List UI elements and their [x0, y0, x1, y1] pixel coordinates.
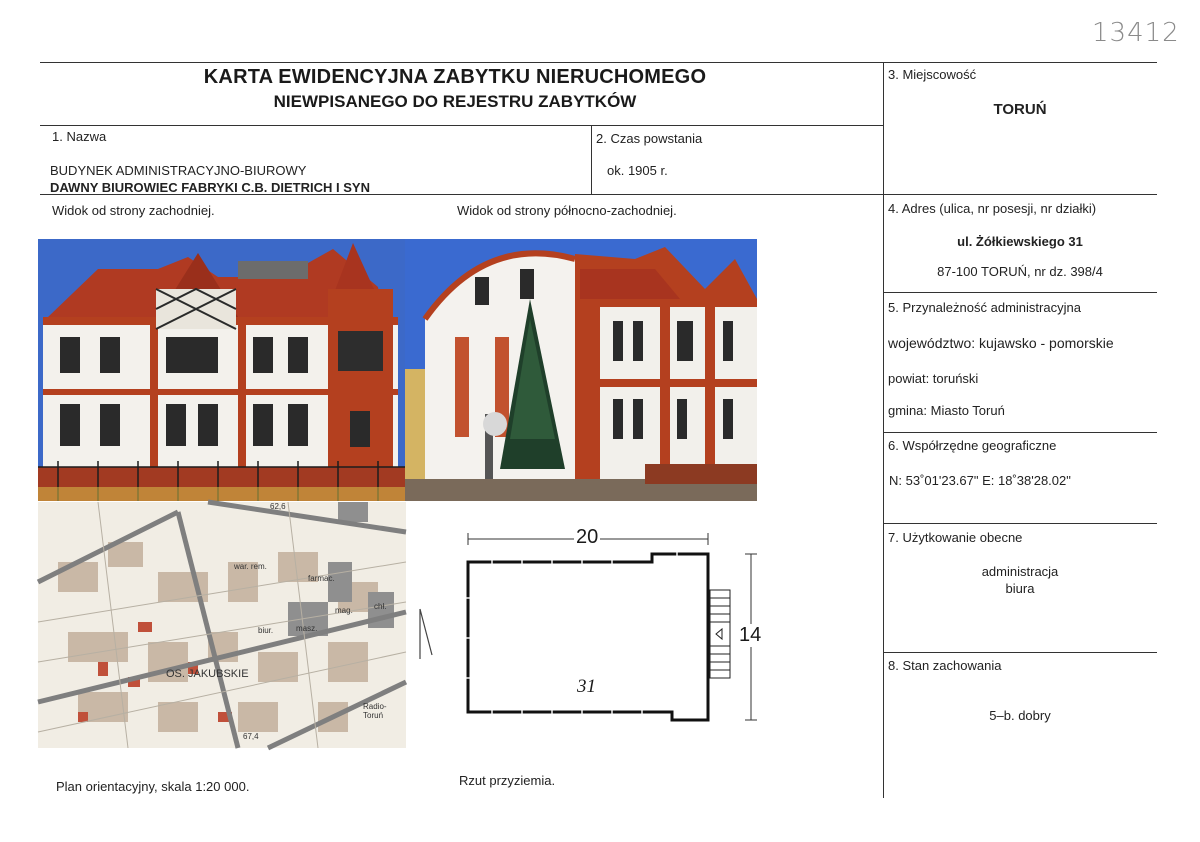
place-value: TORUŃ [993, 101, 1047, 118]
map-label-osiedle: OS. JAKUBSKIE [166, 668, 249, 680]
card-subtitle: NIEWPISANEGO DO REJESTRU ZABYTKÓW [273, 92, 637, 111]
photo-caption-west: Widok od strony zachodniej. [52, 203, 215, 218]
photo-northwest-view [405, 239, 757, 501]
map-label-elev-62: 62,6 [270, 502, 286, 511]
location-map [38, 502, 406, 748]
frame-divider-vertical [883, 62, 884, 798]
map-label-masz: masz. [296, 624, 318, 633]
card-title: KARTA EWIDENCYJNA ZABYTKU NIERUCHOMEGO [203, 66, 707, 88]
admin-label: 5. Przynależność administracyjna [888, 300, 1081, 315]
floor-plan-number: 31 [577, 676, 596, 697]
usage-line1: administracja [981, 564, 1059, 579]
address-street: ul. Żółkiewskiego 31 [957, 234, 1083, 249]
floor-plan-width-label: 20 [576, 526, 599, 548]
title-bottom-line [40, 125, 883, 126]
floor-plan-caption: Rzut przyziemia. [459, 773, 556, 788]
floor-plan [462, 528, 762, 728]
map-caption: Plan orientacyjny, skala 1:20 000. [56, 779, 250, 794]
condition-label: 8. Stan zachowania [888, 658, 1002, 673]
admin-county: powiat: toruński [888, 371, 979, 386]
map-label-chl: chł. [374, 602, 387, 611]
map-label-elev-67: 67,4 [243, 732, 259, 741]
usage-line2: biura [1005, 581, 1035, 596]
frame-top-line [40, 62, 1157, 63]
photo-caption-northwest: Widok od strony północno-zachodniej. [457, 203, 677, 218]
usage-top-line [883, 523, 1157, 524]
place-label: 3. Miejscowość [888, 67, 977, 82]
map-label-mag: mag. [335, 606, 353, 615]
map-label-radio: Radio-Toruń [363, 702, 387, 720]
map-label-war-rem: war. rem. [234, 562, 267, 571]
coords-value: N: 53˚01'23.67" E: 18˚38'28.02" [889, 473, 1071, 488]
photo-west-view [38, 239, 405, 501]
map-label-biur: biur. [258, 626, 274, 635]
map-label-farmac: farmac. [308, 574, 335, 583]
admin-top-line [883, 292, 1157, 293]
name-label: 1. Nazwa [52, 129, 107, 144]
date-value: ok. 1905 r. [607, 163, 668, 178]
inventory-number: 13412 [1092, 18, 1180, 48]
admin-commune: gmina: Miasto Toruń [888, 403, 1005, 418]
condition-value: 5–b. dobry [989, 708, 1051, 723]
name-line2: DAWNY BIUROWIEC FABRYKI C.B. DIETRICH I SYN [50, 180, 370, 195]
name-line1: BUDYNEK ADMINISTRACYJNO-BIUROWY [50, 163, 307, 178]
coords-label: 6. Współrzędne geograficzne [888, 438, 1057, 453]
north-arrow-icon [414, 605, 438, 665]
admin-voivodeship: województwo: kujawsko - pomorskie [888, 335, 1114, 351]
floor-plan-depth-label: 14 [739, 624, 762, 646]
name-date-divider [591, 125, 592, 194]
address-label: 4. Adres (ulica, nr posesji, nr działki) [888, 201, 1097, 216]
date-label: 2. Czas powstania [596, 131, 703, 146]
condition-top-line [883, 652, 1157, 653]
coords-top-line [883, 432, 1157, 433]
address-detail: 87-100 TORUŃ, nr dz. 398/4 [937, 264, 1103, 279]
usage-label: 7. Użytkowanie obecne [888, 530, 1023, 545]
